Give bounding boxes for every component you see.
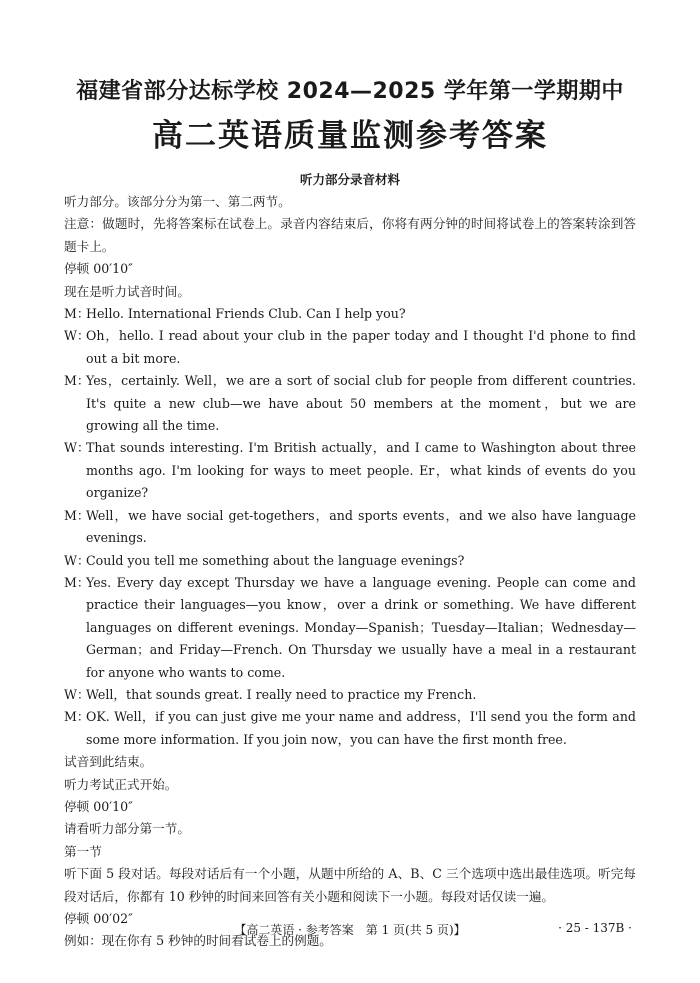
instruction-line: 听力部分。该部分分为第一、第二两节。: [64, 194, 291, 209]
dialogue-line: [64, 505, 636, 550]
dialogue-line: [64, 437, 636, 504]
section-heading: 听力部分录音材料: [299, 172, 400, 187]
instruction-line: 请看听力部分第一节。: [64, 821, 190, 837]
speaker-label: W：: [64, 440, 90, 456]
dialogue-text: Well，that sounds great. I really need to practice my French.: [86, 686, 477, 702]
exam-title-line2: 高二英语质量监测参考答案: [152, 118, 548, 154]
footer-code: · 25 - 137B ·: [558, 921, 632, 935]
instruction-line: 现在是听力试音时间。: [64, 283, 190, 299]
speaker-label: M：: [64, 507, 90, 523]
instruction-line: 试音到此结束。: [64, 754, 153, 770]
speaker-label: M：: [64, 574, 90, 590]
dialogue-line: [64, 370, 636, 437]
dialogue-text: OK. Well，if you can just give me your name and address，I'll send you the form and some more information. If you join now，you can have the first month free.: [86, 709, 636, 747]
instruction-line: 停顿 00′10″: [64, 798, 133, 814]
instruction-line: 听力考试正式开始。: [64, 776, 178, 792]
dialogue-text: That sounds interesting. I'm British actually，and I came to Washington about three months ago. I'm looking for ways to meet people. Er，what kinds of events do you organize?: [86, 440, 636, 501]
dialogue-text: Yes. Every day except Thursday we have a language evening. People can come and practice their languages—you know，over a drink or something. We have different languages on different evenings. Monday—Spanish；Tuesday—Italian；Wednesday—German；and Friday—French. On Thursday we usually have a meal in a restaurant for anyone who wants to come.: [86, 574, 636, 680]
dialogue-text: Hello. International Friends Club. Can I help you?: [86, 306, 406, 322]
dialogue-text: Yes，certainly. Well，we are a sort of social club for people from different countries. It's quite a new club—we have about 50 members at the moment，but we are growing all the time.: [86, 373, 636, 434]
speaker-label: M：: [64, 306, 90, 322]
dialogue-line: [64, 684, 636, 706]
speaker-label: W：: [64, 552, 90, 568]
instruction-line: 第一节: [64, 843, 102, 859]
dialogue-text: Oh，hello. I read about your club in the paper today and I thought I'd phone to find out a bit more.: [86, 328, 636, 366]
speaker-label: M：: [64, 709, 90, 725]
instruction-line: 听下面 5 段对话。每段对话后有一个小题，从题中所给的 A、B、C 三个选项中选出最佳选项。听完每段对话后，你都有 10 秒钟的时间来回答有关小题和阅读下一小题。每段对话仅读一遍。: [64, 866, 636, 904]
instruction-line: 注意：做题时，先将答案标在试卷上。录音内容结束后，你将有两分钟的时间将试卷上的答案转涂到答题卡上。: [64, 216, 636, 254]
dialogue-text: Could you tell me something about the language evenings?: [86, 552, 465, 568]
transcript-body: [64, 191, 636, 953]
speaker-label: W：: [64, 328, 90, 344]
exam-title-line1: 福建省部分达标学校 2024—2025 学年第一学期期中: [76, 79, 624, 104]
dialogue-line: [64, 303, 636, 325]
instruction-line: 停顿 00′02″: [64, 911, 133, 926]
instruction-line: 停顿 00′10″: [64, 261, 133, 277]
instruction-line: 例如：现在你有 5 秒钟的时间看试卷上的例题。: [64, 933, 332, 949]
speaker-label: M：: [64, 373, 90, 389]
dialogue-line: [64, 325, 636, 370]
footer-page-label: 【高二英语 · 参考答案 第 1 页(共 5 页)】: [234, 923, 466, 937]
dialogue-text: Well，we have social get-togethers，and sports events，and we also have language evenings.: [86, 507, 636, 546]
speaker-label: W：: [64, 686, 90, 702]
dialogue-line: [64, 706, 636, 751]
dialogue-line: [64, 572, 636, 684]
dialogue-line: [64, 550, 636, 572]
